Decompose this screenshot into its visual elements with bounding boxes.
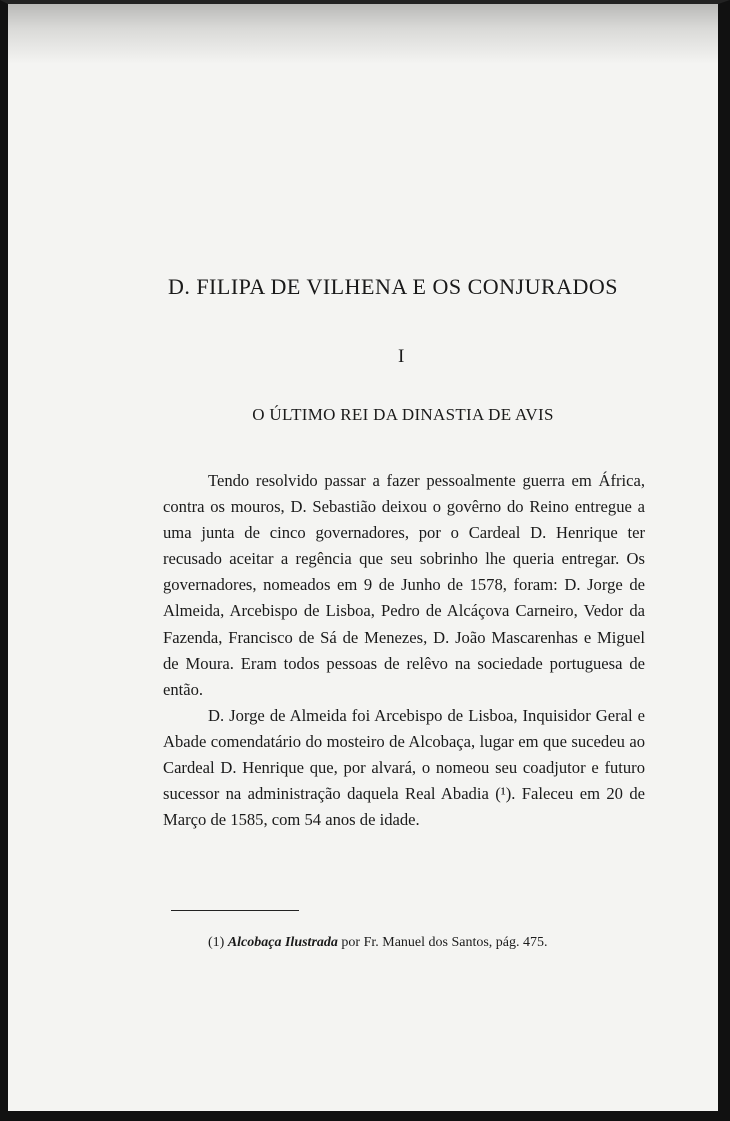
footnote xyxy=(208,935,658,951)
footnote-separator xyxy=(171,910,299,911)
chapter-number: I xyxy=(398,346,405,367)
footnote-work-title: Alcobaça Ilustrada xyxy=(227,935,338,950)
footnote-marker: (1) xyxy=(208,935,225,950)
paragraph: Tendo resolvido passar a fazer pessoalmente guerra em África, contra os mouros, D. Sebastião deixou o govêrno do Reino entregue a uma junta de cinco governadores, por o Cardeal D. Henrique ter recusado aceitar a regência que seu sobrinho lhe queria entregar. Os governadores, nomeados em 9 de Junho de 1578, foram: D. Jorge de Almeida, Arcebispo de Lisboa, Pedro de Alcáçova Carneiro, Vedor da Fazenda, Francisco de Sá de Menezes, D. João Mascarenhas e Miguel de Moura. Eram todos pessoas de relêvo na sociedade portuguesa de então. xyxy=(163,471,645,699)
chapter-title: O ÚLTIMO REI DA DINASTIA DE AVIS xyxy=(252,405,554,424)
footnote-text: por Fr. Manuel dos Santos, pág. 475. xyxy=(341,935,548,950)
scan-shadow xyxy=(8,4,718,64)
paragraph: D. Jorge de Almeida foi Arcebispo de Lisboa, Inquisidor Geral e Abade comendatário do mosteiro de Alcobaça, lugar em que sucedeu ao Cardeal D. Henrique que, por alvará, o nomeou seu coadjutor e futuro sucessor na administração daquela Real Abadia (¹). Faleceu em 20 de Março de 1585, com 54 anos de idade. xyxy=(163,705,645,830)
body-text xyxy=(163,468,645,833)
page-title: D. FILIPA DE VILHENA E OS CONJURADOS xyxy=(167,274,619,299)
